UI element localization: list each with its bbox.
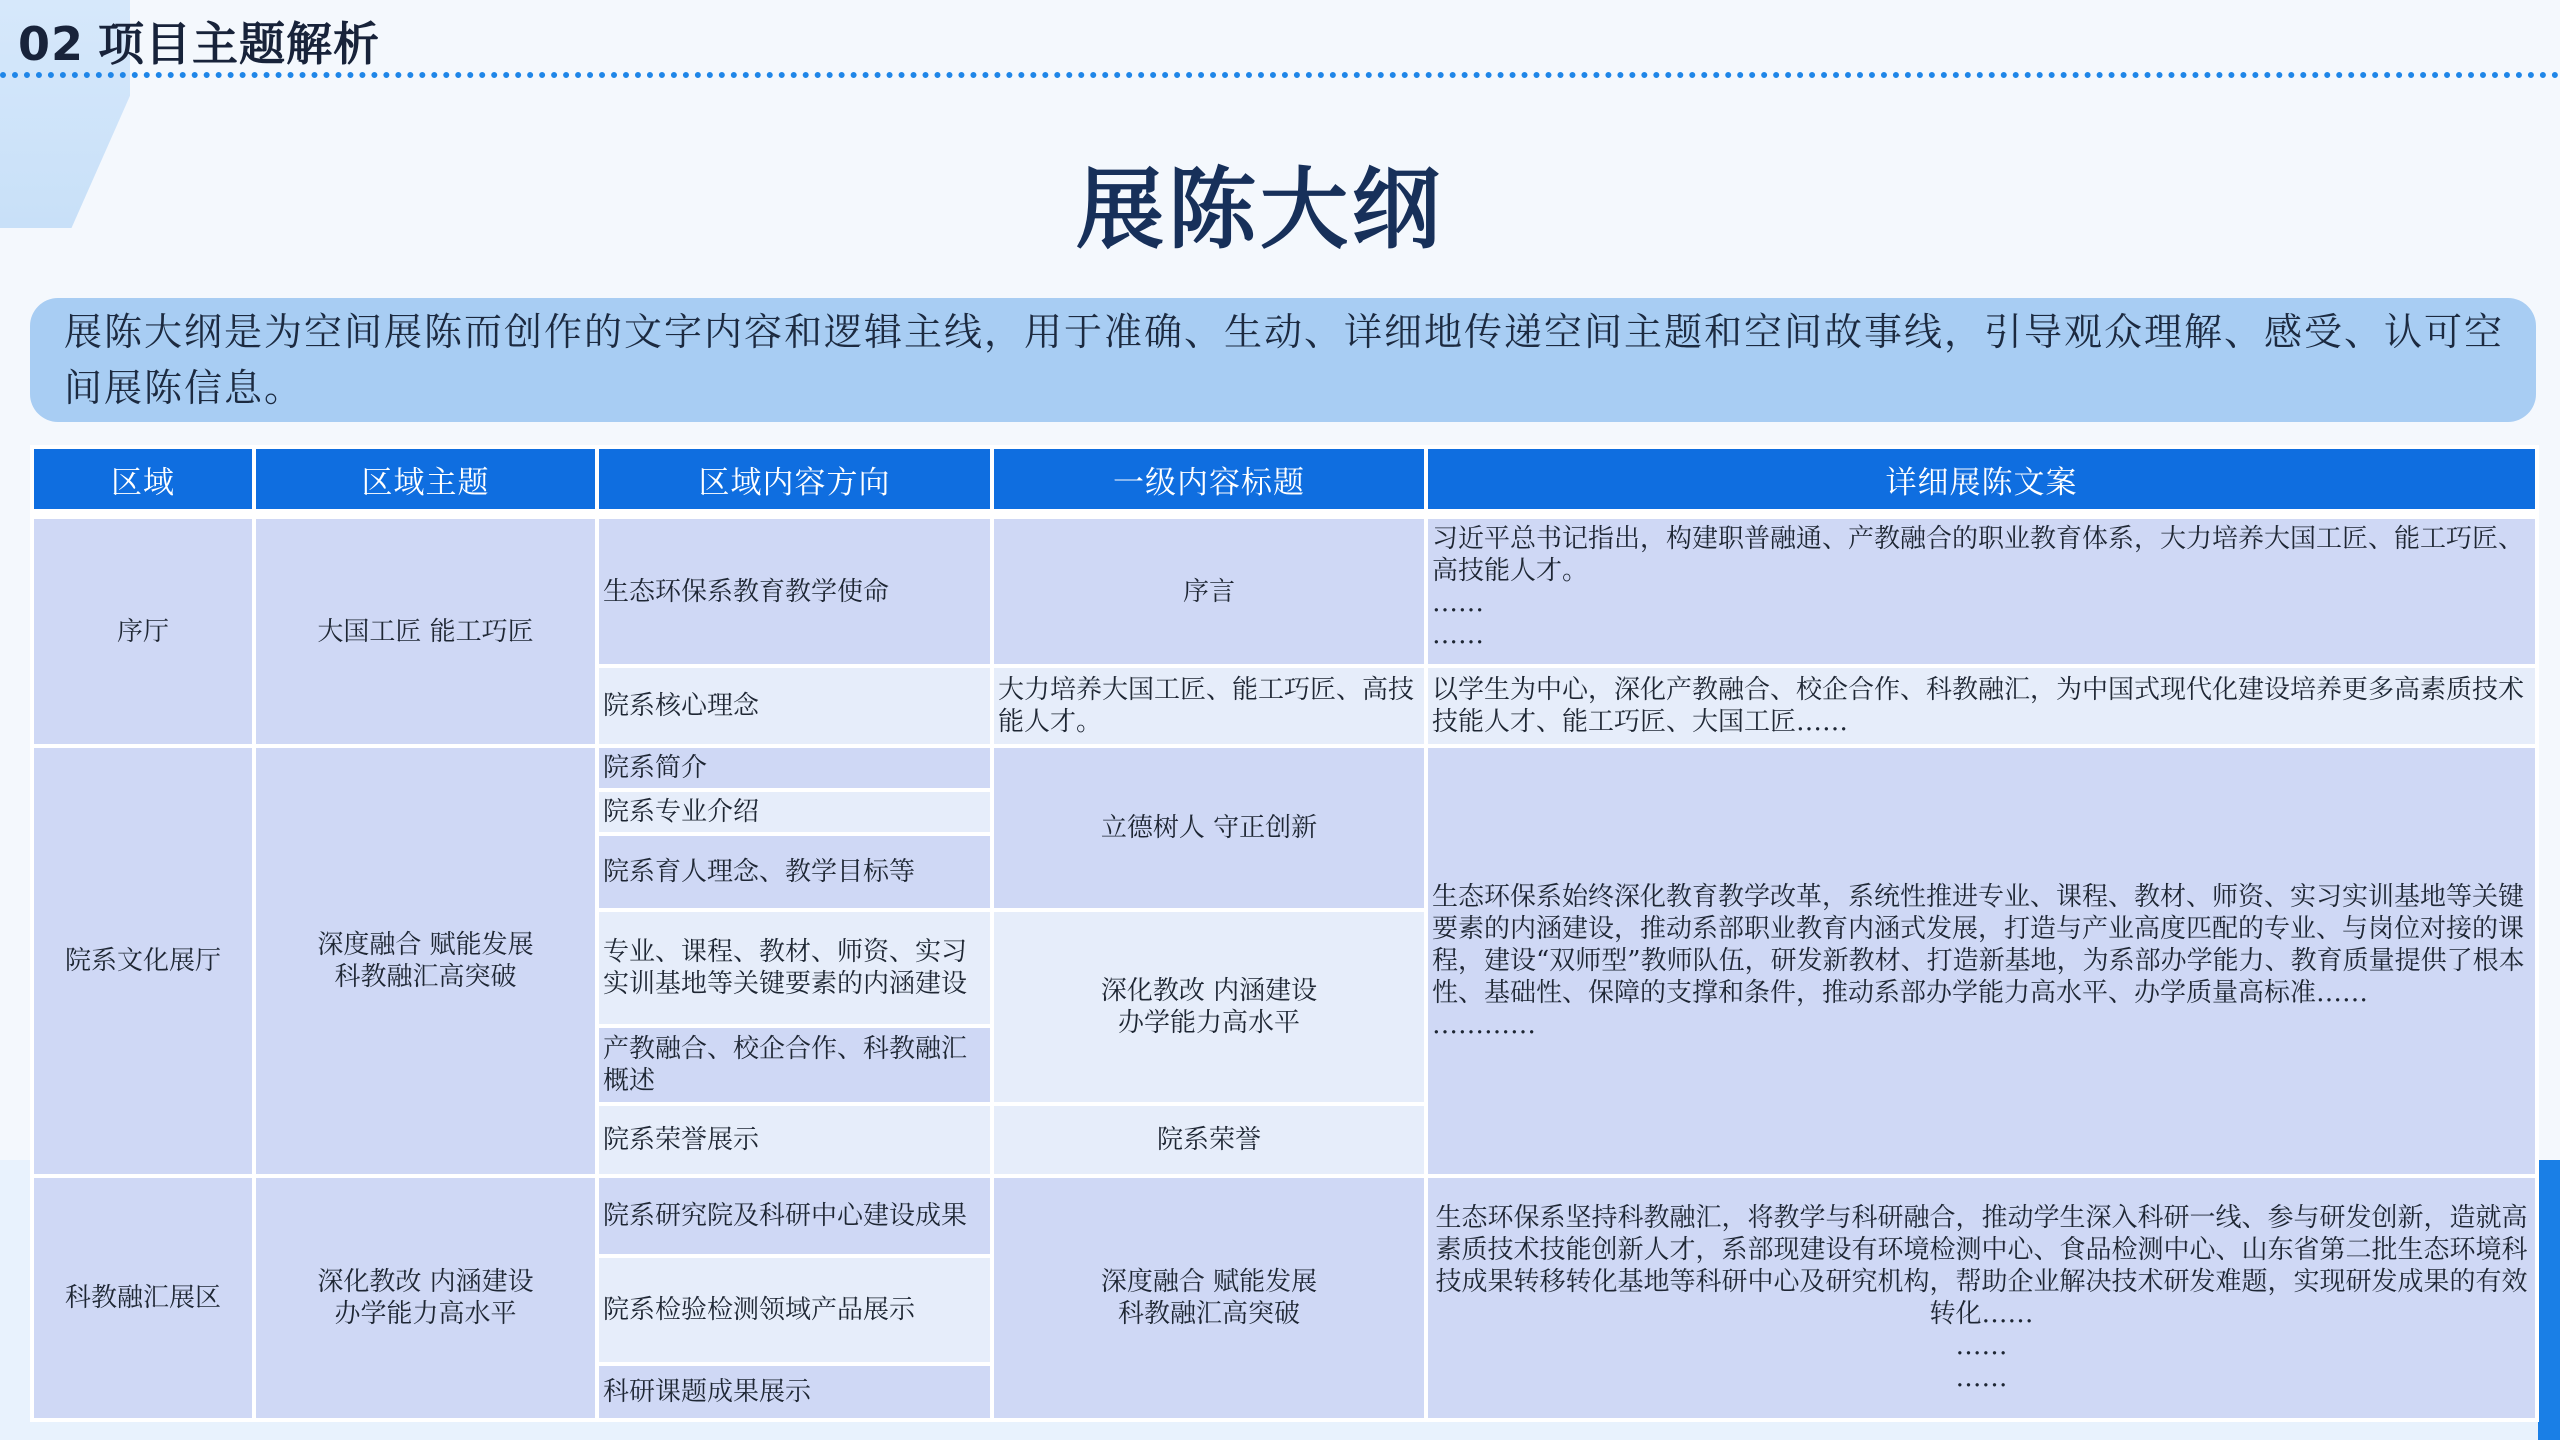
header-divider [0, 72, 2560, 78]
area-cell: 科教融汇展区 [32, 1176, 254, 1420]
direction-cell: 专业、课程、教材、师资、实习实训基地等关键要素的内涵建设 [597, 910, 992, 1026]
title-cell: 深度融合 赋能发展 科教融汇高突破 [992, 1176, 1426, 1420]
direction-cell: 科研课题成果展示 [597, 1364, 992, 1420]
detail-cell: 以学生为中心，深化产教融合、校企合作、科教融汇，为中国式现代化建设培养更多高素质技术技能人才、能工巧匠、大国工匠…… [1426, 666, 2537, 746]
right-accent-bar [2538, 1160, 2560, 1440]
direction-cell: 院系荣誉展示 [597, 1104, 992, 1176]
exhibition-outline-table [30, 445, 2539, 1422]
detail-cell: 生态环保系坚持科教融汇，将教学与科研融合，推动学生深入科研一线、参与研发创新，造就高素质技术技能创新人才，系部现建设有环境检测中心、食品检测中心、山东省第二批生态环境科技成果转移转化基地等科研中心及研究机构，帮助企业解决技术研发难题，实现研发成果的有效转化…… …… …… [1426, 1176, 2537, 1420]
table-row [32, 514, 2537, 666]
title-cell: 深化教改 内涵建设 办学能力高水平 [992, 910, 1426, 1104]
header-content-direction: 区域内容方向 [597, 447, 992, 514]
direction-cell: 院系简介 [597, 746, 992, 790]
section-header [18, 8, 380, 74]
theme-cell: 大国工匠 能工巧匠 [254, 514, 597, 746]
direction-cell: 产教融合、校企合作、科教融汇概述 [597, 1026, 992, 1104]
detail-cell: 生态环保系始终深化教育教学改革，系统性推进专业、课程、教材、师资、实习实训基地等关键要素的内涵建设，推动系部职业教育内涵式发展，打造与产业高度匹配的专业、与岗位对接的课程，建设“双师型”教师队伍，研发新教材、打造新基地，为系部办学能力、教育质量提供了根本性、基础性、保障的支撑和条件，推动系部办学能力高水平、办学质量高标准…… ………… [1426, 746, 2537, 1176]
table-header-row [32, 447, 2537, 514]
direction-cell: 院系育人理念、教学目标等 [597, 834, 992, 910]
detail-cell: 习近平总书记指出，构建职普融通、产教融合的职业教育体系，大力培养大国工匠、能工巧匠、高技能人才。 …… …… [1426, 514, 2537, 666]
title-cell: 大力培养大国工匠、能工巧匠、高技能人才。 [992, 666, 1426, 746]
theme-cell: 深化教改 内涵建设 办学能力高水平 [254, 1176, 597, 1420]
description-box: 展陈大纲是为空间展陈而创作的文字内容和逻辑主线，用于准确、生动、详细地传递空间主题和空间故事线，引导观众理解、感受、认可空间展陈信息。 [30, 298, 2536, 422]
table-row [32, 1176, 2537, 1256]
section-title: 项目主题解析 [98, 17, 381, 71]
table-row [32, 746, 2537, 790]
area-cell: 序厅 [32, 514, 254, 746]
title-cell: 院系荣誉 [992, 1104, 1426, 1176]
theme-cell: 深度融合 赋能发展 科教融汇高突破 [254, 746, 597, 1176]
title-cell: 立德树人 守正创新 [992, 746, 1426, 910]
direction-cell: 院系专业介绍 [597, 790, 992, 834]
header-primary-title: 一级内容标题 [992, 447, 1426, 514]
direction-cell: 院系检验检测领域产品展示 [597, 1256, 992, 1364]
direction-cell: 院系核心理念 [597, 666, 992, 746]
section-number: 02 [18, 17, 85, 71]
header-area-theme: 区域主题 [254, 447, 597, 514]
header-detailed-copy: 详细展陈文案 [1426, 447, 2537, 514]
title-cell: 序言 [992, 514, 1426, 666]
header-area: 区域 [32, 447, 254, 514]
area-cell: 院系文化展厅 [32, 746, 254, 1176]
direction-cell: 院系研究院及科研中心建设成果 [597, 1176, 992, 1256]
page-title: 展陈大纲 [1075, 158, 1444, 261]
direction-cell: 生态环保系教育教学使命 [597, 514, 992, 666]
